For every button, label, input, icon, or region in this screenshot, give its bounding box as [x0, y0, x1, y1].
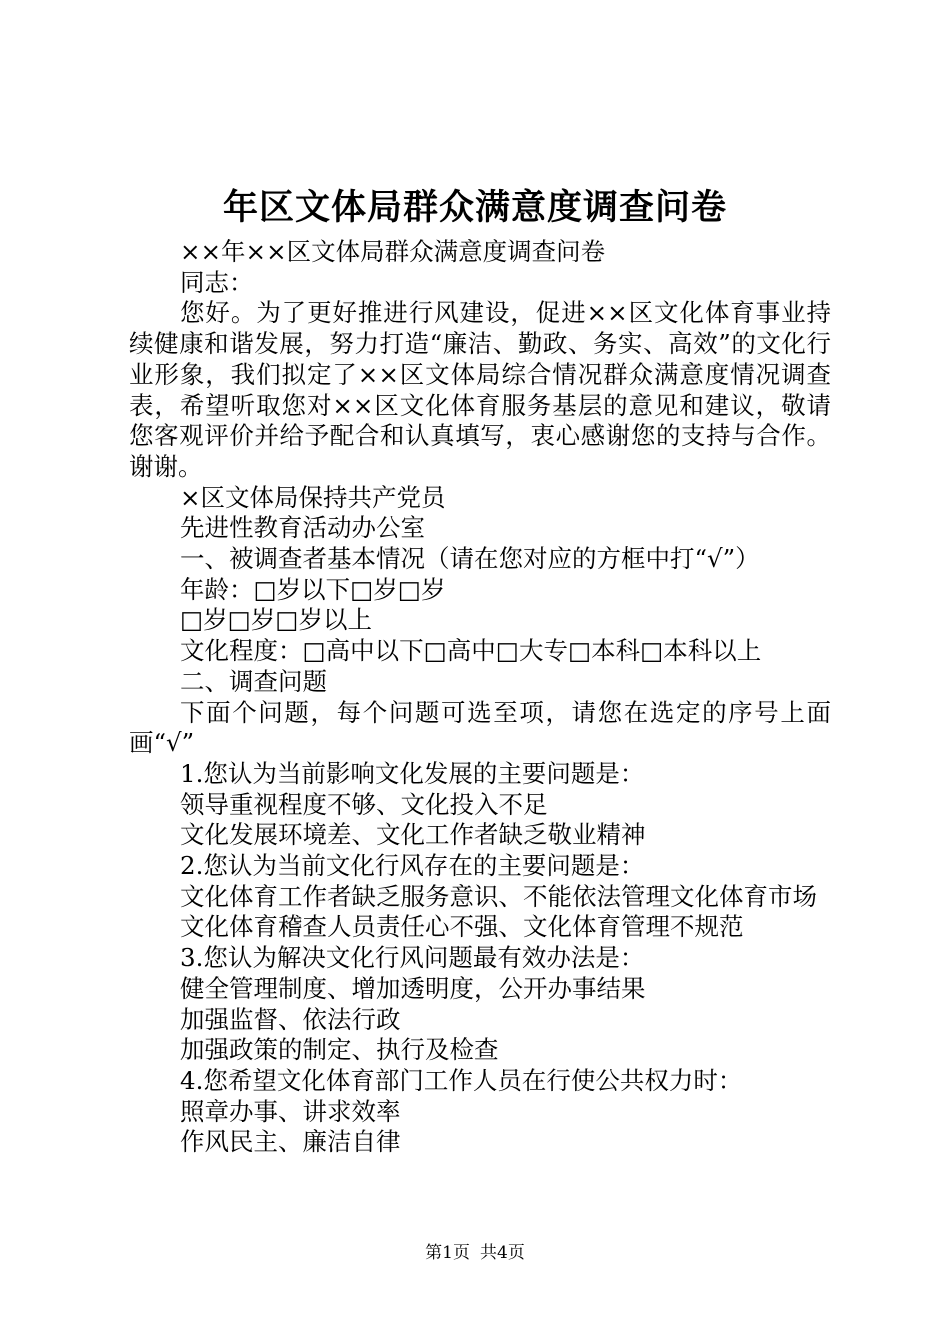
question-3-option-3: 加强政策的制定、执行及检查 [180, 1035, 499, 1065]
section-heading-respondent: 一、被调查者基本情况（请在您对应的方框中打“√”） [180, 544, 760, 574]
question-2-option-2: 文化体育稽查人员责任心不强、文化体育管理不规范 [180, 912, 744, 942]
question-1-option-2: 文化发展环境差、文化工作者缺乏敬业精神 [180, 820, 646, 850]
section-heading-questions: 二、调查问题 [180, 666, 327, 696]
page-total: 共4页 [480, 1243, 525, 1263]
question-4: 4.您希望文化体育部门工作人员在行使公共权力时： [180, 1065, 743, 1095]
paragraph-subtitle: ××年××区文体局群众满意度调查问卷 [180, 237, 606, 266]
field-age-row-2: □岁□岁□岁以上 [180, 605, 372, 635]
paragraph-intro: 您好。为了更好推进行风建设，促进××区文化体育事业持续健康和谐发展，努力打造“廉洁、勤政、务实、高效”的文化行业形象，我们拟定了××区文体局综合情况群众满意度情况调查表，希望听取您对××区文化体育服务基层的意见和建议，敬请您客观评价并给予配合和认真填写，衷心感谢您的支持与合作。谢谢。 [129, 298, 831, 481]
question-2: 2.您认为当前文化行风存在的主要问题是： [180, 851, 645, 881]
field-age-row-1: 年龄：□岁以下□岁□岁 [180, 574, 446, 604]
document-title: 年区文体局群众满意度调查问卷 [222, 187, 727, 228]
question-4-option-1: 照章办事、讲求效率 [180, 1096, 401, 1126]
question-3-option-1: 健全管理制度、增加透明度，公开办事结果 [180, 973, 646, 1003]
page-footer [0, 1241, 950, 1265]
paragraph-office-line-1: ×区文体局保持共产党员 [180, 482, 446, 512]
paragraph-office-line-2: 先进性教育活动办公室 [180, 513, 425, 543]
paragraph-instructions: 下面个问题，每个问题可选至项，请您在选定的序号上面画“√” [129, 697, 831, 758]
question-1-option-1: 领导重视程度不够、文化投入不足 [180, 789, 548, 819]
question-2-option-1: 文化体育工作者缺乏服务意识、不能依法管理文化体育市场 [180, 881, 817, 911]
page-number: 第1页 [425, 1243, 470, 1263]
document-body [129, 237, 831, 1158]
paragraph-salutation: 同志： [180, 267, 254, 297]
question-1: 1.您认为当前影响文化发展的主要问题是： [180, 758, 645, 788]
field-education: 文化程度：□高中以下□高中□大专□本科□本科以上 [180, 636, 762, 666]
question-3: 3.您认为解决文化行风问题最有效办法是： [180, 943, 645, 973]
question-4-option-2: 作风民主、廉洁自律 [180, 1127, 401, 1157]
question-3-option-2: 加强监督、依法行政 [180, 1004, 401, 1034]
